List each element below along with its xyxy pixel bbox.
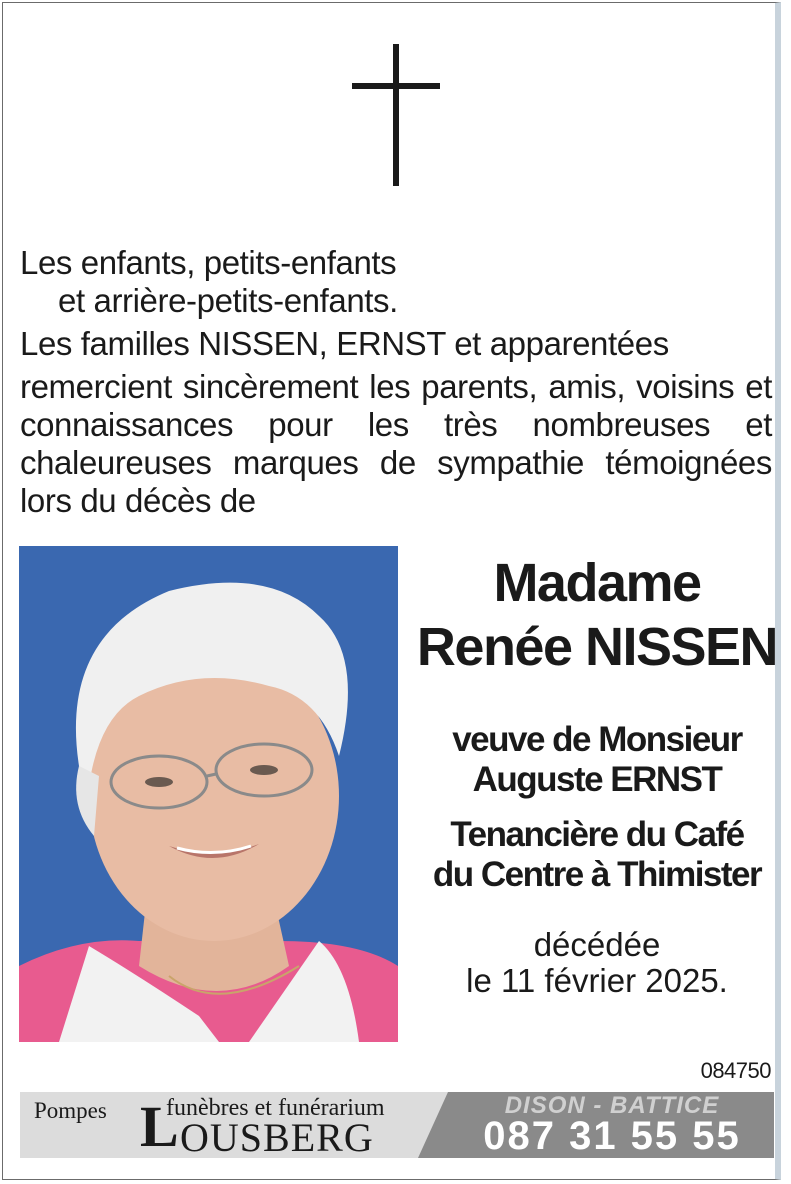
funeral-home-banner (20, 1092, 774, 1158)
intro-line-1: Les enfants, petits-enfants (20, 244, 397, 281)
died-line-2: le 11 février 2025. (466, 962, 728, 999)
role-line-1: Tenancière du Café (450, 815, 744, 854)
widow-line-1: veuve de Monsieur (452, 720, 742, 759)
locations-label: DISON - BATTICE (504, 1092, 720, 1119)
cross-icon (352, 44, 440, 186)
portrait-photo (19, 546, 398, 1042)
intro-line-3: Les familles NISSEN, ERNST et apparentées (20, 325, 669, 362)
pompes-label: Pompes (34, 1098, 107, 1123)
died-line-1: décédée (533, 926, 661, 963)
logo-initial: L (140, 1094, 179, 1158)
phone-number: 087 31 55 55 (483, 1114, 741, 1158)
role-line-2: du Centre à Thimister (432, 855, 762, 894)
deceased-name: Renée NISSEN (416, 617, 778, 677)
widow-line-2: Auguste ERNST (472, 760, 722, 799)
deceased-title: Madame (493, 553, 701, 613)
thanks-paragraph: remercient sincèrement les parents, amis, voisins et connaissances pour les très nombreuses et chaleureuses marques de sympathie témoignées lors du décès de (20, 368, 772, 519)
reference-number: 084750 (700, 1058, 771, 1083)
funebres-label: funèbres et funérarium (166, 1095, 385, 1121)
logo-name: OUSBERG (180, 1115, 374, 1158)
intro-line-2: et arrière-petits-enfants. (58, 282, 398, 319)
